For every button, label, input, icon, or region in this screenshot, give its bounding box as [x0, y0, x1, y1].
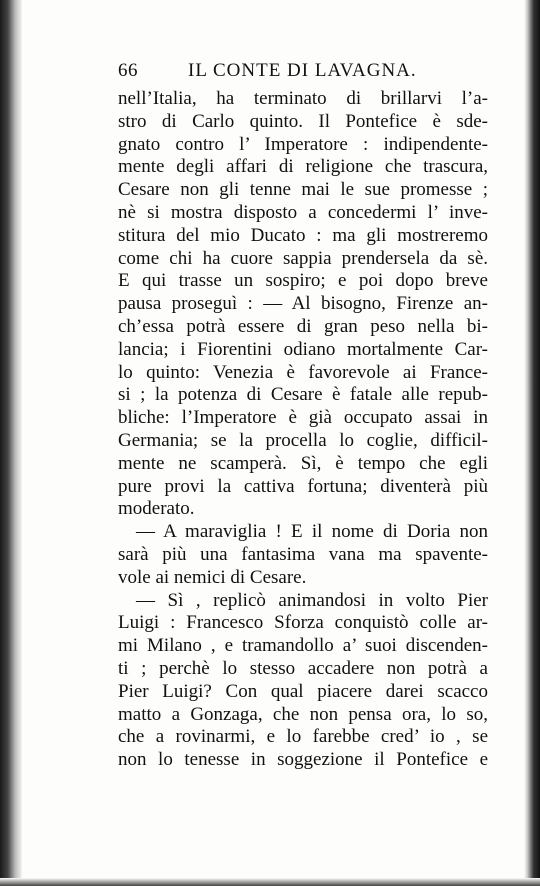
text-line: lancia; i Fiorentini odiano mortalmente Car-	[118, 338, 488, 360]
text-line: mi Milano , e tramandollo a’ suoi discenden-	[118, 635, 488, 657]
text-line: vole ai nemici di Cesare.	[118, 566, 307, 588]
text-line: che a rovinarmi, e lo farebbe cred’ io , se	[118, 726, 488, 748]
scan-shadow-left	[0, 0, 22, 886]
text-line: mente degli affari di religione che trascura,	[118, 156, 488, 178]
text-line: pausa proseguì : — Al bisogno, Firenze an-	[118, 293, 488, 315]
text-line: nè si mostra disposto a concedermi l’ inve-	[118, 201, 488, 223]
text-line: — Sì , replicò animandosi in volto Pier	[136, 589, 488, 611]
scan-shadow-right	[524, 0, 540, 886]
text-line: Germania; se la procella lo coglie, difficil-	[118, 429, 488, 451]
text-line: ch’essa potrà essere di gran peso nella bi-	[118, 315, 488, 337]
text-line: non lo tenesse in soggezione il Pontefice e	[118, 749, 488, 771]
scan-shadow-bottom	[0, 878, 540, 886]
text-line: come chi ha cuore sappia prendersela da sè.	[118, 247, 488, 269]
text-line: E qui trasse un sospiro; e poi dopo breve	[118, 270, 488, 292]
text-line: bliche: l’Imperatore è già occupato assai in	[118, 407, 488, 429]
text-line: stitura del mio Ducato : ma gli mostreremo	[118, 224, 488, 246]
text-line: — A maraviglia ! E il nome di Doria non	[136, 521, 488, 543]
page-number: 66	[118, 60, 138, 81]
text-line: pure provi la cattiva fortuna; diventerà più	[118, 475, 488, 497]
text-line: Cesare non gli tenne mai le sue promesse ;	[118, 179, 488, 201]
text-line: mente ne scamperà. Sì, è tempo che egli	[118, 452, 488, 474]
running-title: IL CONTE DI LAVAGNA.	[188, 60, 417, 81]
text-line: stro di Carlo quinto. Il Pontefice è sde-	[118, 110, 488, 132]
text-line: gnato contro l’ Imperatore : indipendente-	[118, 133, 488, 155]
text-line: lo quinto: Venezia è favorevole ai France-	[118, 361, 488, 383]
text-line: Pier Luigi? Con qual piacere darei scacco	[118, 680, 488, 702]
body-text	[118, 88, 488, 772]
text-line: matto a Gonzaga, che non pensa ora, lo so,	[118, 703, 488, 725]
text-line: si ; la potenza di Cesare è fatale alle repub-	[118, 384, 488, 406]
text-line: ti ; perchè lo stesso accadere non potrà a	[118, 657, 488, 679]
text-line: Luigi : Francesco Sforza conquistò colle ar-	[118, 612, 488, 634]
text-line: sarà più una fantasima vana ma spavente-	[118, 543, 488, 565]
page-header	[118, 60, 448, 84]
text-line: nell’Italia, ha terminato di brillarvi l’a-	[118, 88, 488, 109]
text-line: moderato.	[118, 498, 195, 520]
